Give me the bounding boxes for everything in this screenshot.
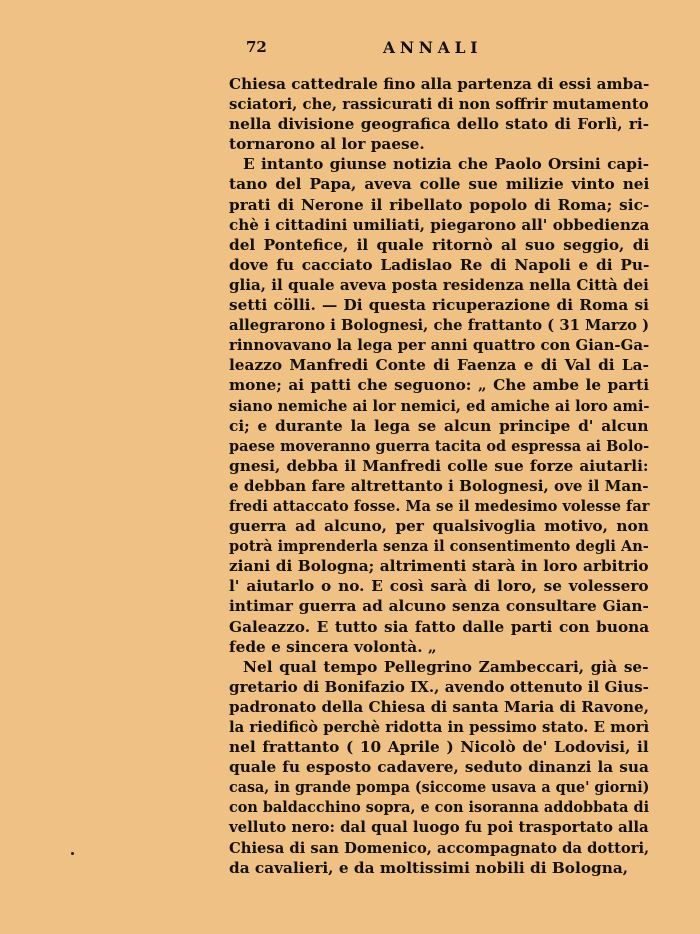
text-line: nel frattanto ( 10 Aprile ) Nicolò de' Lodovisi, il bbox=[229, 738, 649, 757]
text-line: l' aiutarlo o no. E così sarà di loro, se volessero bbox=[229, 577, 649, 596]
text-line: chè i cittadini umiliati, piegarono all' obbedienza bbox=[229, 215, 650, 234]
text-line: Galeazzo. E tutto sia fatto dalle parti con buona bbox=[229, 617, 650, 636]
text-line: del Pontefice, il quale ritornò al suo seggio, di bbox=[229, 235, 650, 254]
text-line: nella divisione geografica dello stato di Forlì, ri- bbox=[229, 115, 650, 134]
page-header bbox=[0, 38, 700, 60]
text-line: tano del Papa, aveva colle sue milizie vinto nei bbox=[229, 175, 650, 194]
text-line: dove fu cacciato Ladislao Re di Napoli e di Pu- bbox=[229, 255, 650, 274]
text-line: e debban fare altrettanto i Bolognesi, ove il Man- bbox=[229, 476, 649, 495]
text-line: paese moveranno guerra tacita od espressa ai Bolo- bbox=[229, 436, 650, 455]
text-line: mone; ai patti che seguono: „ Che ambe le parti bbox=[229, 376, 650, 395]
text-line: casa, in grande pompa (siccome usava a que' giorni) bbox=[229, 778, 650, 797]
text-line: siano nemiche ai lor nemici, ed amiche ai loro ami- bbox=[229, 396, 650, 415]
text-line: tornarono al lor paese. bbox=[229, 135, 425, 154]
text-line: potrà imprenderla senza il consentimento degli An- bbox=[229, 537, 649, 556]
page-number: 72 bbox=[246, 38, 267, 56]
text-line: ci; e durante la lega se alcun principe d' alcun bbox=[229, 416, 649, 435]
text-line: da cavalieri, e da moltissimi nobili di Bologna, bbox=[229, 858, 629, 877]
text-line: guerra ad alcuno, per qualsivoglia motivo, non bbox=[229, 517, 649, 536]
text-line: prati di Nerone il ribellato popolo di Roma; sic- bbox=[229, 195, 650, 214]
text-line: Chiesa di san Domenico, accompagnato da dottori, bbox=[229, 838, 650, 857]
text-line: allegrarono i Bolognesi, che frattanto ( 31 Marzo ) bbox=[229, 316, 650, 335]
text-line: E intanto giunse notizia che Paolo Orsini capi- bbox=[243, 155, 650, 174]
running-title: ANNALI bbox=[383, 38, 483, 57]
text-line: fredi attaccato fosse. Ma se il medesimo volesse far bbox=[229, 496, 650, 515]
text-line: leazzo Manfredi Conte di Faenza e di Val di La- bbox=[229, 356, 649, 375]
text-line: con baldacchino sopra, e con isoranna addobbata di bbox=[229, 798, 650, 817]
text-line: rinnovavano la lega per anni quattro con Gian-Ga- bbox=[229, 336, 650, 355]
text-line: setti cölli. — Di questa ricuperazione di Roma si bbox=[229, 296, 649, 315]
text-line: Chiesa cattedrale fino alla partenza di essi amba- bbox=[229, 75, 650, 93]
body-text bbox=[229, 74, 649, 878]
text-line: ziani di Bologna; altrimenti starà in loro arbitrio bbox=[229, 557, 649, 576]
text-line: sciatori, che, rassicurati di non soffrir mutamento bbox=[229, 95, 649, 114]
text-line: intimar guerra ad alcuno senza consultare Gian- bbox=[229, 597, 649, 616]
text-line: Nel qual tempo Pellegrino Zambeccari, già se- bbox=[243, 657, 649, 676]
text-line: fede e sincera volontà. „ bbox=[229, 637, 437, 656]
text-line: velluto nero: dal qual luogo fu poi trasportato alla bbox=[229, 818, 649, 837]
text-line: padronato della Chiesa di santa Maria di Ravone, bbox=[229, 697, 649, 716]
text-line: la riedificò perchè ridotta in pessimo stato. E morì bbox=[229, 718, 650, 736]
text-line: gretario di Bonifazio IX., avendo ottenuto il Gius- bbox=[229, 677, 649, 696]
text-line: quale fu esposto cadavere, seduto dinanzi la sua bbox=[229, 758, 649, 777]
paper-speck bbox=[71, 852, 74, 855]
text-line: glia, il quale aveva posta residenza nella Città dei bbox=[229, 275, 649, 294]
text-line: gnesi, debba il Manfredi colle sue forze aiutarli: bbox=[229, 456, 649, 475]
